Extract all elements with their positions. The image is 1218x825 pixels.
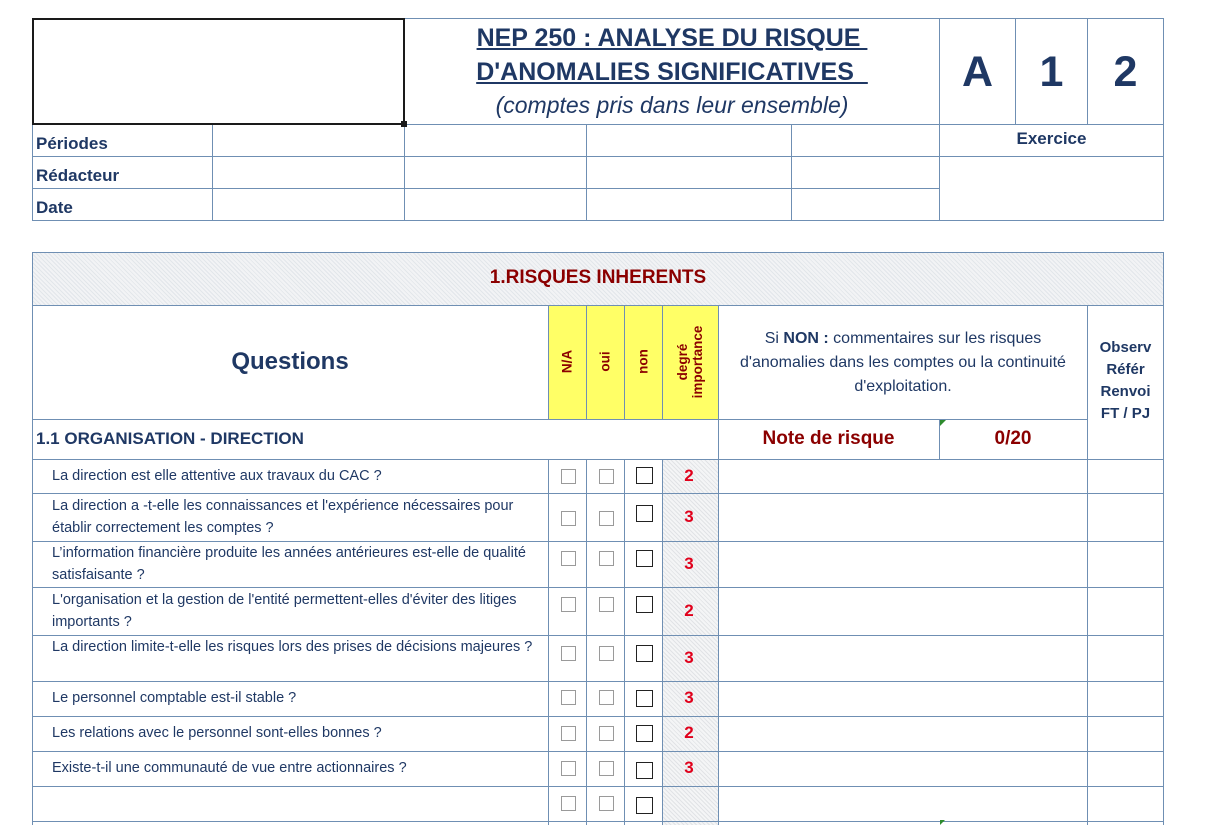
checkbox-oui-3[interactable] <box>599 551 614 566</box>
col-oui-label: oui <box>597 351 613 372</box>
col-na-label: N/A <box>559 349 575 374</box>
degre-value-1: 2 <box>684 466 694 485</box>
question-text-5: La direction limite-t-elle les risques lors des prises de décisions majeures ? <box>52 639 533 655</box>
checkbox-non-2[interactable] <box>636 505 653 522</box>
question-text-8: Existe-t-il une communauté de vue entre actionnaires ? <box>52 760 407 776</box>
checkbox-na-8[interactable] <box>561 761 576 776</box>
checkbox-na-4[interactable] <box>561 597 576 612</box>
obs-line-1: Observ <box>1099 339 1152 356</box>
checkbox-non-1[interactable] <box>636 467 653 484</box>
logo-placeholder[interactable] <box>32 18 405 125</box>
code-digit-1: 1 <box>1039 48 1064 96</box>
obs-line-3: Renvoi <box>1100 383 1151 400</box>
note-risque-value: 0/20 <box>994 428 1032 449</box>
observations-heading <box>1088 337 1163 425</box>
checkbox-na-1[interactable] <box>561 469 576 484</box>
checkbox-oui-6[interactable] <box>599 690 614 705</box>
degre-value-2: 3 <box>684 507 694 526</box>
title-line-2: D'ANOMALIES SIGNIFICATIVES <box>476 58 868 86</box>
checkbox-oui-2[interactable] <box>599 511 614 526</box>
checkbox-non-6[interactable] <box>636 690 653 707</box>
checkbox-na-6[interactable] <box>561 690 576 705</box>
checkbox-oui-7[interactable] <box>599 726 614 741</box>
periodes-label: Périodes <box>36 134 108 153</box>
question-text-3: L’information financière produite les années antérieures est-elle de qualité satisfaisante ? <box>52 545 526 583</box>
degre-value-3: 3 <box>684 554 694 573</box>
degre-value-8: 3 <box>684 758 694 777</box>
section-title: 1.RISQUES INHERENTS <box>489 267 707 288</box>
col-degre-label <box>675 312 705 412</box>
checkbox-oui-5[interactable] <box>599 646 614 661</box>
question-text-6: Le personnel comptable est-il stable ? <box>52 690 297 706</box>
title-line-1: NEP 250 : ANALYSE DU RISQUE <box>476 24 868 52</box>
checkbox-na-2[interactable] <box>561 511 576 526</box>
obs-line-2: Référ <box>1106 361 1145 378</box>
degre-value-6: 3 <box>684 688 694 707</box>
checkbox-non-7[interactable] <box>636 725 653 742</box>
comment-text: commentaires sur les risques d'anomalies dans les comptes ou la continuité d'exploitation. <box>740 330 1066 395</box>
comment-marker-bottom <box>940 820 945 825</box>
degre-value-4: 2 <box>684 601 694 620</box>
checkbox-oui-4[interactable] <box>599 597 614 612</box>
note-risque-label: Note de risque <box>762 428 895 449</box>
checkbox-oui-8[interactable] <box>599 761 614 776</box>
checkbox-oui-9[interactable] <box>599 796 614 811</box>
selection-handle <box>401 121 407 127</box>
checkbox-non-5[interactable] <box>636 645 653 662</box>
question-text-4: L'organisation et la gestion de l'entité permettent-elles d'éviter des litiges importants ? <box>52 592 517 630</box>
col-degre-label-line1: degré <box>675 343 690 381</box>
comment-marker <box>940 420 946 426</box>
exercice-label: Exercice <box>1016 129 1087 148</box>
checkbox-na-9[interactable] <box>561 796 576 811</box>
question-text-7: Les relations avec le personnel sont-elles bonnes ? <box>52 725 382 741</box>
code-digit-2: 2 <box>1113 48 1138 96</box>
checkbox-na-7[interactable] <box>561 726 576 741</box>
checkbox-non-4[interactable] <box>636 596 653 613</box>
degre-value-7: 2 <box>684 723 694 742</box>
date-label: Date <box>36 198 73 217</box>
subtitle: (comptes pris dans leur ensemble) <box>495 92 849 118</box>
checkbox-non-3[interactable] <box>636 550 653 567</box>
comment-non: NON : <box>783 330 829 347</box>
question-text-1: La direction est elle attentive aux travaux du CAC ? <box>52 468 382 484</box>
col-non-label: non <box>635 349 651 374</box>
checkbox-na-3[interactable] <box>561 551 576 566</box>
checkbox-non-9[interactable] <box>636 797 653 814</box>
degre-value-5: 3 <box>684 648 694 667</box>
checkbox-na-5[interactable] <box>561 646 576 661</box>
question-text-2: La direction a -t-elle les connaissances et l'expérience nécessaires pour établir correctement les comptes ? <box>52 498 514 536</box>
code-letter: A <box>961 48 994 96</box>
checkbox-non-8[interactable] <box>636 762 653 779</box>
col-degre-label-line2: importance <box>690 325 705 399</box>
comment-instructions <box>728 327 1078 399</box>
comment-prefix: Si <box>764 330 784 347</box>
checkbox-oui-1[interactable] <box>599 469 614 484</box>
subsection-title: 1.1 ORGANISATION - DIRECTION <box>36 429 304 448</box>
obs-line-4: FT / PJ <box>1100 405 1151 422</box>
redacteur-label: Rédacteur <box>36 166 120 185</box>
questions-heading: Questions <box>231 348 349 375</box>
